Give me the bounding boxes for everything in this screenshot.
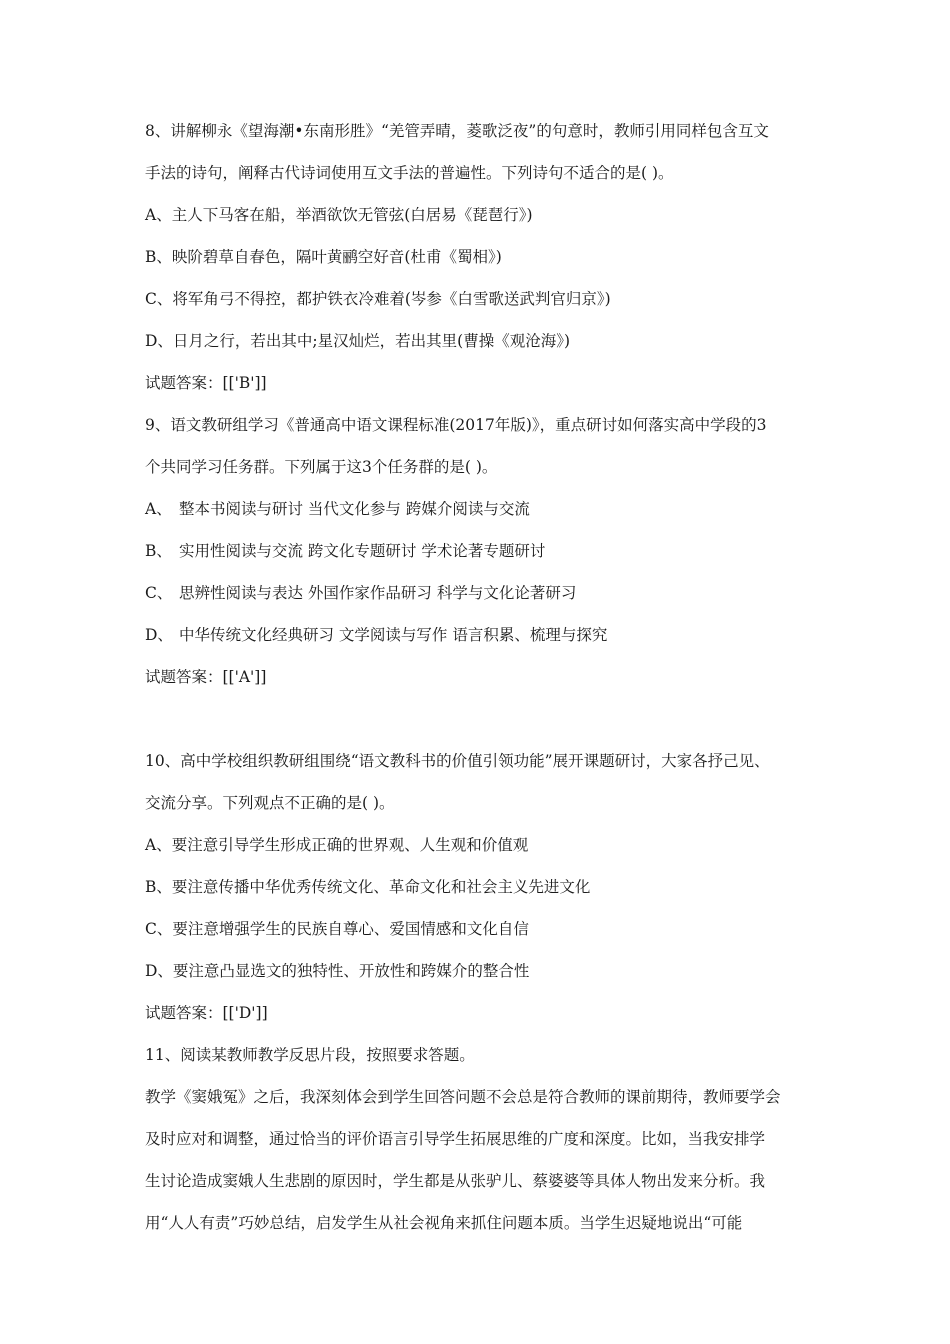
option-c: C、将军角弓不得控，都护铁衣冷难着(岑参《白雪歌送武判官归京》)	[145, 290, 611, 308]
option-text: 整本书阅读与研讨 当代文化参与 跨媒介阅读与交流	[179, 500, 530, 518]
passage-line: 教学《窦娥冤》之后，我深刻体会到学生回答问题不会总是符合教师的课前期待，教师要学会	[145, 1088, 781, 1106]
option-b: B、要注意传播中华优秀传统文化、革命文化和社会主义先进文化	[145, 878, 591, 896]
option-label: C、	[145, 584, 173, 602]
option-c: C、要注意增强学生的民族自尊心、爱国情感和文化自信	[145, 920, 529, 938]
question-stem-line: 8、讲解柳永《望海潮•东南形胜》“羌管弄晴，菱歌泛夜”的句意时，教师引用同样包含互文	[145, 122, 769, 140]
question-9	[145, 411, 825, 705]
option-text: 中华传统文化经典研习 文学阅读与写作 语言积累、梳理与探究	[179, 626, 608, 644]
option-b	[145, 537, 825, 579]
question-stem-line: 10、高中学校组织教研组围绕“语文教科书的价值引领功能”展开课题研讨，大家各抒己见、	[145, 752, 770, 770]
option-d: D、日月之行，若出其中;星汉灿烂，若出其里(曹操《观沧海》)	[145, 332, 570, 350]
answer-line: 试题答案：[['D']]	[145, 1004, 268, 1022]
question-stem-line: 11、阅读某教师教学反思片段，按照要求答题。	[145, 1046, 475, 1064]
answer-line: 试题答案：[['A']]	[145, 668, 267, 686]
option-a: A、要注意引导学生形成正确的世界观、人生观和价值观	[145, 836, 529, 854]
option-b: B、映阶碧草自春色，隔叶黄鹂空好音(杜甫《蜀相》)	[145, 248, 502, 266]
option-a: A、主人下马客在船，举酒欲饮无管弦(白居易《琵琶行》)	[145, 206, 533, 224]
passage-line: 及时应对和调整，通过恰当的评价语言引导学生拓展思维的广度和深度。比如，当我安排学	[145, 1130, 766, 1148]
option-label: B、	[145, 542, 172, 560]
option-label: D、	[145, 626, 173, 644]
question-stem-line: 手法的诗句，阐释古代诗词使用互文手法的普遍性。下列诗句不适合的是( )。	[145, 164, 674, 182]
option-d	[145, 621, 825, 663]
question-stem-line: 交流分享。下列观点不正确的是( )。	[145, 794, 395, 812]
question-11	[145, 1041, 825, 1251]
option-c	[145, 579, 825, 621]
passage-line: 生讨论造成窦娥人生悲剧的原因时，学生都是从张驴儿、蔡婆婆等具体人物出发来分析。我	[145, 1172, 766, 1190]
question-stem-line: 9、语文教研组学习《普通高中语文课程标准(2017年版)》，重点研讨如何落实高中学段的3	[145, 416, 767, 434]
option-text: 实用性阅读与交流 跨文化专题研讨 学术论著专题研讨	[179, 542, 546, 560]
answer-line: 试题答案：[['B']]	[145, 374, 267, 392]
option-label: A、	[145, 500, 172, 518]
option-a	[145, 495, 825, 537]
question-stem-line: 个共同学习任务群。下列属于这3个任务群的是( )。	[145, 458, 498, 476]
question-8	[145, 117, 825, 411]
passage-line: 用“人人有责”巧妙总结，启发学生从社会视角来抓住问题本质。当学生迟疑地说出“可能	[145, 1214, 743, 1232]
blank-spacer	[145, 705, 825, 747]
document-content	[145, 117, 825, 1251]
option-d: D、要注意凸显选文的独特性、开放性和跨媒介的整合性	[145, 962, 530, 980]
question-10	[145, 747, 825, 1041]
option-text: 思辨性阅读与表达 外国作家作品研习 科学与文化论著研习	[179, 584, 577, 602]
